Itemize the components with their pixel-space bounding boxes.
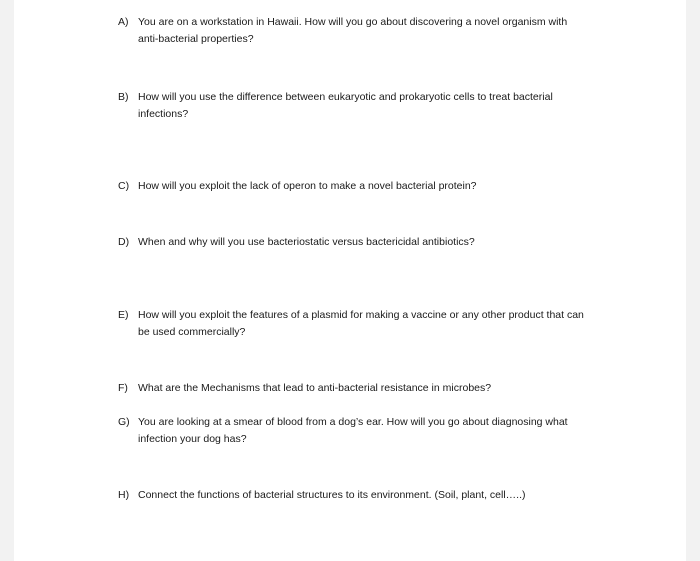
question-text: When and why will you use bacteriostatic versus bactericidal antibiotics?	[138, 236, 475, 248]
question-text: You are on a workstation in Hawaii. How will you go about discovering a novel organism with anti-bacterial properties?	[138, 16, 568, 45]
question-text: How will you use the difference between eukaryotic and prokaryotic cells to treat bacterial infections?	[138, 91, 553, 120]
question-c	[118, 178, 588, 195]
question-letter: H)	[118, 489, 130, 501]
question-g	[118, 414, 588, 448]
question-text: How will you exploit the lack of operon to make a novel bacterial protein?	[138, 180, 477, 192]
question-a	[118, 14, 588, 48]
question-text: What are the Mechanisms that lead to anti-bacterial resistance in microbes?	[138, 382, 492, 394]
question-letter: G)	[118, 416, 130, 428]
question-letter: D)	[118, 236, 130, 248]
question-text: You are looking at a smear of blood from a dog’s ear. How will you go about diagnosing what infection your dog has?	[138, 416, 568, 445]
document-page	[14, 0, 686, 561]
question-e	[118, 307, 588, 341]
question-text: Connect the functions of bacterial structures to its environment. (Soil, plant, cell…..)	[138, 489, 526, 501]
question-text: How will you exploit the features of a plasmid for making a vaccine or any other product that can be used commercially?	[138, 309, 584, 338]
question-letter: F)	[118, 382, 128, 394]
question-letter: B)	[118, 91, 129, 103]
question-letter: A)	[118, 16, 129, 28]
question-h	[118, 487, 588, 504]
question-letter: C)	[118, 180, 130, 192]
question-f	[118, 380, 588, 397]
question-letter: E)	[118, 309, 129, 321]
question-b	[118, 89, 588, 123]
question-d	[118, 234, 588, 251]
